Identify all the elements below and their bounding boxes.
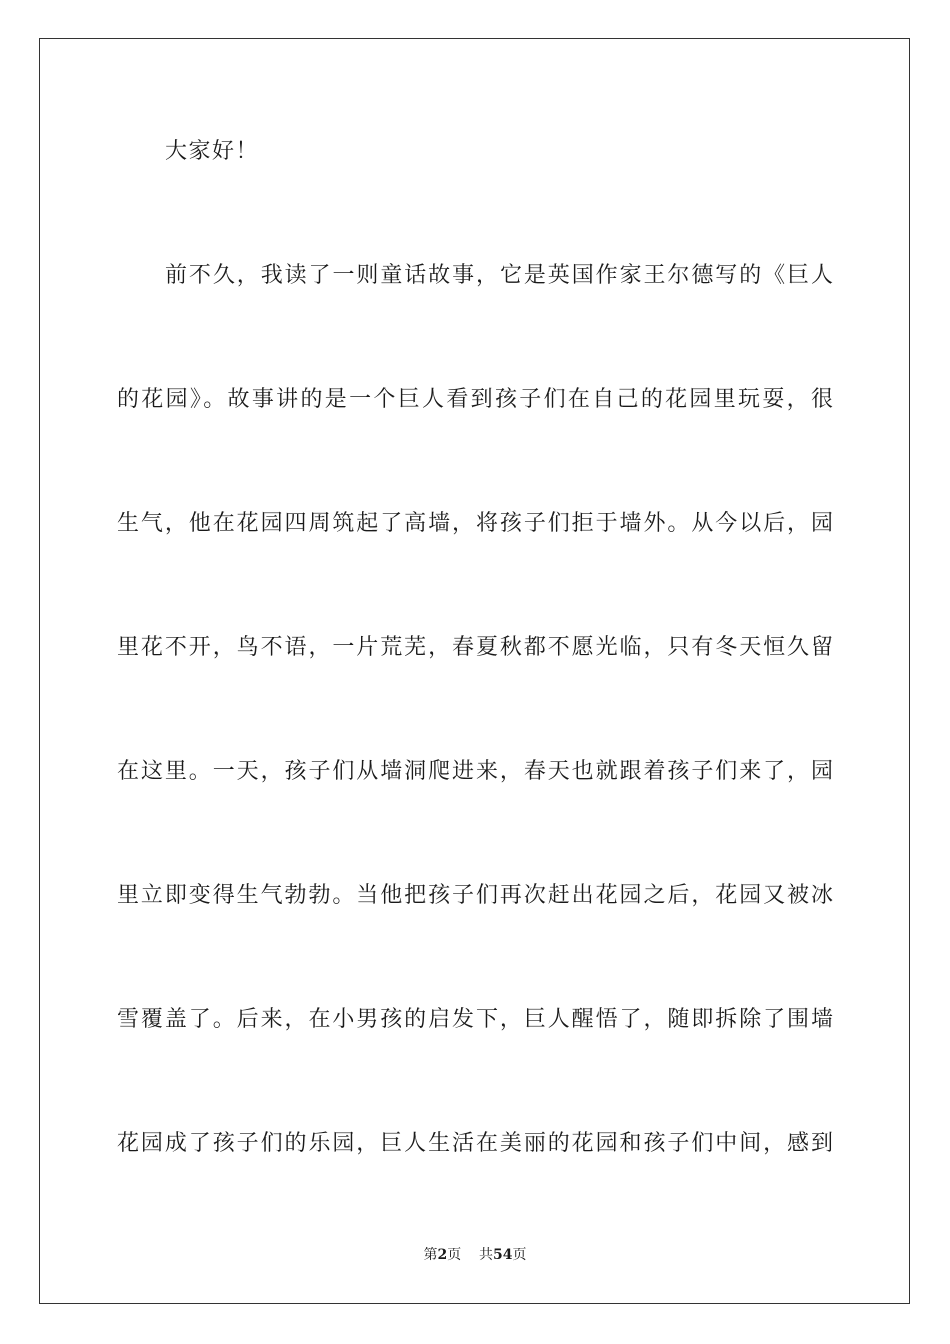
paragraph-line-3: 生气，他在花园四周筑起了高墙，将孩子们拒于墙外。从今以后，园 bbox=[117, 511, 833, 536]
paragraph-line-6: 里立即变得生气勃勃。当他把孩子们再次赶出花园之后，花园又被冰 bbox=[117, 883, 833, 908]
paragraph-line-7: 雪覆盖了。后来，在小男孩的启发下，巨人醒悟了，随即拆除了围墙 bbox=[117, 1007, 833, 1032]
greeting-line: 大家好！ bbox=[165, 139, 260, 164]
page-frame bbox=[39, 38, 910, 1304]
paragraph-line-1: 前不久，我读了一则童话故事，它是英国作家王尔德写的《巨人 bbox=[165, 263, 833, 288]
total-pages: 54 bbox=[493, 1247, 513, 1263]
page-footer bbox=[0, 1245, 950, 1265]
paragraph-line-5: 在这里。一天，孩子们从墙洞爬进来，春天也就跟着孩子们来了，园 bbox=[117, 759, 833, 784]
page-number: 2 bbox=[437, 1247, 448, 1263]
paragraph-line-4: 里花不开，鸟不语，一片荒芜，春夏秋都不愿光临，只有冬天恒久留 bbox=[117, 635, 833, 660]
paragraph-line-2: 的花园》。故事讲的是一个巨人看到孩子们在自己的花园里玩耍，很 bbox=[117, 387, 833, 412]
paragraph-line-8: 花园成了孩子们的乐园，巨人生活在美丽的花园和孩子们中间，感到 bbox=[117, 1131, 833, 1156]
page-indicator: 第2页 bbox=[423, 1247, 462, 1263]
total-pages-indicator: 共54页 bbox=[479, 1247, 527, 1263]
